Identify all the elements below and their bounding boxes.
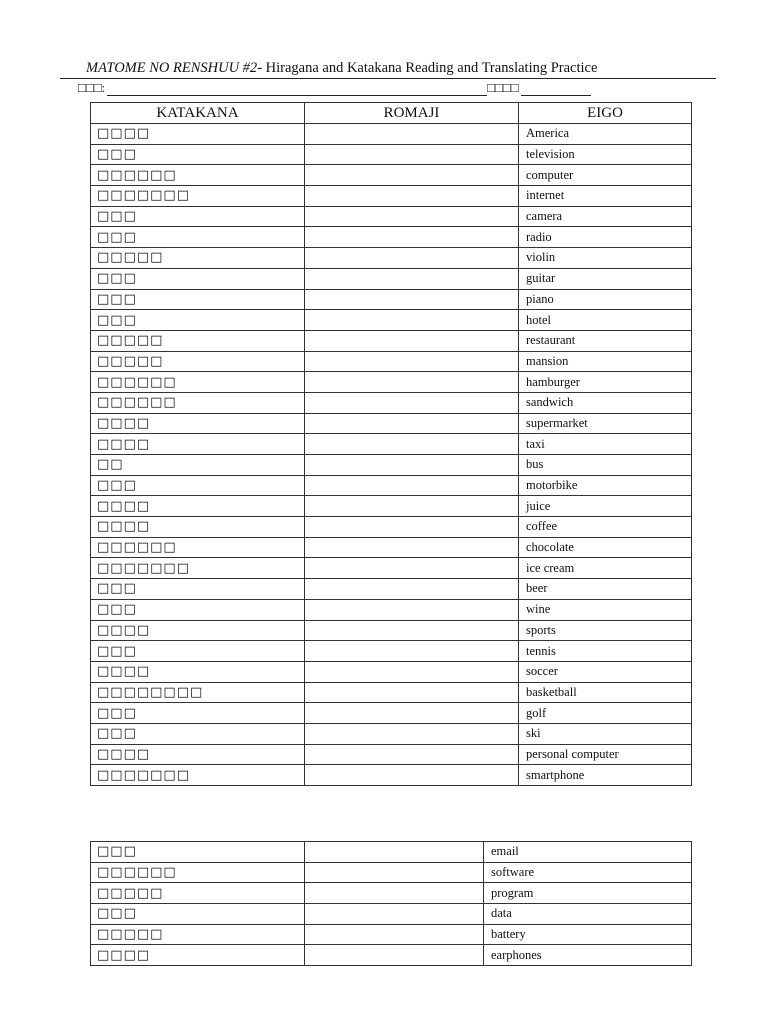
eigo-cell: soccer: [519, 661, 692, 682]
table-row: [91, 862, 692, 883]
romaji-answer-cell[interactable]: [305, 765, 519, 786]
katakana-cell: □□□□□□: [91, 165, 305, 186]
table-row: [91, 924, 692, 945]
katakana-cell: □□□□□□□: [91, 558, 305, 579]
eigo-cell: data: [484, 904, 692, 925]
romaji-answer-cell[interactable]: [305, 842, 484, 863]
table-row: [91, 144, 692, 165]
table-row: [91, 558, 692, 579]
eigo-cell: coffee: [519, 517, 692, 538]
romaji-answer-cell[interactable]: [305, 682, 519, 703]
eigo-cell: sandwich: [519, 392, 692, 413]
romaji-answer-cell[interactable]: [305, 455, 519, 476]
romaji-answer-cell[interactable]: [305, 310, 519, 331]
katakana-cell: □□□□: [91, 620, 305, 641]
katakana-cell: □□□: [91, 579, 305, 600]
eigo-cell: wine: [519, 599, 692, 620]
katakana-practice-table: [90, 102, 692, 786]
katakana-cell: □□□: [91, 268, 305, 289]
katakana-cell: □□□□: [91, 517, 305, 538]
eigo-cell: hamburger: [519, 372, 692, 393]
romaji-answer-cell[interactable]: [305, 904, 484, 925]
table-row: [91, 904, 692, 925]
romaji-answer-cell[interactable]: [305, 883, 484, 904]
eigo-cell: radio: [519, 227, 692, 248]
katakana-cell: □□□□□: [91, 248, 305, 269]
eigo-cell: computer: [519, 165, 692, 186]
eigo-cell: golf: [519, 703, 692, 724]
katakana-cell: □□□□□: [91, 330, 305, 351]
table-row: [91, 248, 692, 269]
name-date-row: [78, 80, 618, 96]
romaji-answer-cell[interactable]: [305, 434, 519, 455]
table-row: [91, 330, 692, 351]
romaji-answer-cell[interactable]: [305, 862, 484, 883]
romaji-answer-cell[interactable]: [305, 661, 519, 682]
column-header-romaji: ROMAJI: [305, 103, 519, 124]
table-row: [91, 310, 692, 331]
katakana-cell: □□□□: [91, 413, 305, 434]
table-row: [91, 455, 692, 476]
eigo-cell: juice: [519, 496, 692, 517]
table-row: [91, 641, 692, 662]
table-row: [91, 268, 692, 289]
eigo-cell: hotel: [519, 310, 692, 331]
romaji-answer-cell[interactable]: [305, 496, 519, 517]
date-label: □□□□: [487, 80, 519, 95]
romaji-answer-cell[interactable]: [305, 537, 519, 558]
table-row: [91, 842, 692, 863]
eigo-cell: basketball: [519, 682, 692, 703]
name-blank[interactable]: [107, 83, 487, 96]
table-row: [91, 517, 692, 538]
table-header-row: [91, 103, 692, 124]
katakana-cell: □□□□□□□: [91, 186, 305, 207]
table-row: [91, 372, 692, 393]
eigo-cell: camera: [519, 206, 692, 227]
eigo-cell: taxi: [519, 434, 692, 455]
date-blank[interactable]: [521, 83, 591, 96]
page-title: [86, 60, 597, 77]
katakana-cell: □□□□□□: [91, 392, 305, 413]
katakana-cell: □□□: [91, 227, 305, 248]
romaji-answer-cell[interactable]: [305, 599, 519, 620]
romaji-answer-cell[interactable]: [305, 330, 519, 351]
table-row: [91, 496, 692, 517]
eigo-cell: supermarket: [519, 413, 692, 434]
katakana-cell: □□□□□□: [91, 862, 305, 883]
table-row: [91, 703, 692, 724]
romaji-answer-cell[interactable]: [305, 475, 519, 496]
katakana-cell: □□□: [91, 904, 305, 925]
romaji-answer-cell[interactable]: [305, 206, 519, 227]
eigo-cell: America: [519, 124, 692, 145]
eigo-cell: personal computer: [519, 744, 692, 765]
katakana-cell: □□□: [91, 641, 305, 662]
table-row: [91, 206, 692, 227]
katakana-cell: □□□□□: [91, 883, 305, 904]
romaji-answer-cell[interactable]: [305, 351, 519, 372]
table-row: [91, 883, 692, 904]
table-row: [91, 765, 692, 786]
title-text: - Hiragana and Katakana Reading and Translating Practice: [257, 60, 598, 76]
romaji-answer-cell[interactable]: [305, 248, 519, 269]
romaji-answer-cell[interactable]: [305, 144, 519, 165]
romaji-answer-cell[interactable]: [305, 268, 519, 289]
katakana-cell: □□□□□□□□: [91, 682, 305, 703]
romaji-answer-cell[interactable]: [305, 372, 519, 393]
table-row: [91, 661, 692, 682]
katakana-cell: □□□: [91, 206, 305, 227]
katakana-cell: □□□□□□: [91, 537, 305, 558]
romaji-answer-cell[interactable]: [305, 924, 484, 945]
eigo-cell: television: [519, 144, 692, 165]
eigo-cell: violin: [519, 248, 692, 269]
romaji-answer-cell[interactable]: [305, 744, 519, 765]
eigo-cell: earphones: [484, 945, 692, 966]
romaji-answer-cell[interactable]: [305, 227, 519, 248]
romaji-answer-cell[interactable]: [305, 579, 519, 600]
table-row: [91, 289, 692, 310]
table-row: [91, 392, 692, 413]
table-row: [91, 620, 692, 641]
romaji-answer-cell[interactable]: [305, 620, 519, 641]
romaji-answer-cell[interactable]: [305, 723, 519, 744]
title-underline: [60, 78, 716, 79]
romaji-answer-cell[interactable]: [305, 186, 519, 207]
table-row: [91, 351, 692, 372]
table-row: [91, 434, 692, 455]
katakana-cell: □□□□: [91, 744, 305, 765]
title-number: MATOME NO RENSHUU #2: [86, 60, 258, 76]
katakana-cell: □□□□: [91, 661, 305, 682]
katakana-cell: □□□□□: [91, 924, 305, 945]
eigo-cell: sports: [519, 620, 692, 641]
table-row: [91, 682, 692, 703]
table-row: [91, 723, 692, 744]
table-row: [91, 227, 692, 248]
katakana-cell: □□□□□□: [91, 372, 305, 393]
katakana-cell: □□□: [91, 289, 305, 310]
romaji-answer-cell[interactable]: [305, 945, 484, 966]
romaji-answer-cell[interactable]: [305, 558, 519, 579]
romaji-answer-cell[interactable]: [305, 413, 519, 434]
table-row: [91, 579, 692, 600]
table-row: [91, 537, 692, 558]
eigo-cell: chocolate: [519, 537, 692, 558]
katakana-cell: □□□□: [91, 945, 305, 966]
romaji-answer-cell[interactable]: [305, 392, 519, 413]
romaji-answer-cell[interactable]: [305, 165, 519, 186]
katakana-cell: □□□: [91, 842, 305, 863]
romaji-answer-cell[interactable]: [305, 124, 519, 145]
eigo-cell: beer: [519, 579, 692, 600]
katakana-cell: □□□: [91, 475, 305, 496]
eigo-cell: motorbike: [519, 475, 692, 496]
romaji-answer-cell[interactable]: [305, 703, 519, 724]
katakana-cell: □□□□: [91, 434, 305, 455]
column-header-katakana: KATAKANA: [91, 103, 305, 124]
table-row: [91, 945, 692, 966]
katakana-cell: □□: [91, 455, 305, 476]
katakana-cell: □□□□: [91, 496, 305, 517]
table-row: [91, 124, 692, 145]
eigo-cell: tennis: [519, 641, 692, 662]
name-label: □□□:: [78, 80, 106, 95]
eigo-cell: email: [484, 842, 692, 863]
table-row: [91, 744, 692, 765]
romaji-answer-cell[interactable]: [305, 517, 519, 538]
column-header-eigo: EIGO: [519, 103, 692, 124]
table-row: [91, 186, 692, 207]
katakana-cell: □□□□□: [91, 351, 305, 372]
katakana-cell: □□□: [91, 723, 305, 744]
eigo-cell: ski: [519, 723, 692, 744]
eigo-cell: piano: [519, 289, 692, 310]
katakana-cell: □□□□□□□: [91, 765, 305, 786]
eigo-cell: software: [484, 862, 692, 883]
eigo-cell: internet: [519, 186, 692, 207]
romaji-answer-cell[interactable]: [305, 641, 519, 662]
table-row: [91, 475, 692, 496]
eigo-cell: bus: [519, 455, 692, 476]
additional-practice-table: [90, 841, 692, 966]
katakana-cell: □□□: [91, 703, 305, 724]
eigo-cell: mansion: [519, 351, 692, 372]
eigo-cell: program: [484, 883, 692, 904]
eigo-cell: guitar: [519, 268, 692, 289]
katakana-cell: □□□: [91, 310, 305, 331]
katakana-cell: □□□: [91, 144, 305, 165]
katakana-cell: □□□: [91, 599, 305, 620]
table-row: [91, 599, 692, 620]
table-row: [91, 165, 692, 186]
eigo-cell: battery: [484, 924, 692, 945]
eigo-cell: restaurant: [519, 330, 692, 351]
katakana-cell: □□□□: [91, 124, 305, 145]
eigo-cell: smartphone: [519, 765, 692, 786]
romaji-answer-cell[interactable]: [305, 289, 519, 310]
eigo-cell: ice cream: [519, 558, 692, 579]
table-row: [91, 413, 692, 434]
